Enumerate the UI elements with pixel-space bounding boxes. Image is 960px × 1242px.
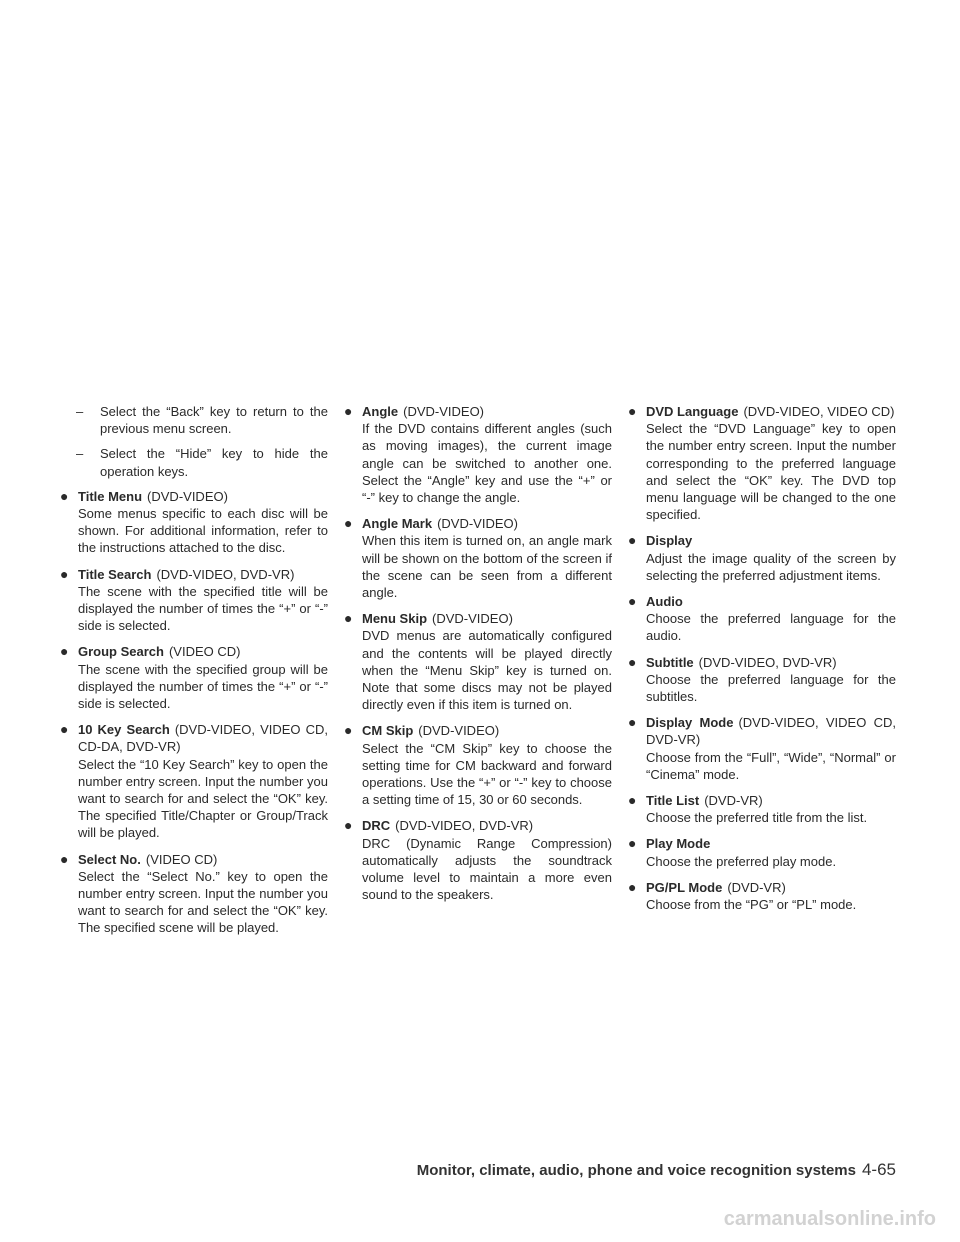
entry-dvd-language [628,403,896,523]
entry-description: Choose the preferred play mode. [646,853,837,869]
bullet-icon: ● [628,653,637,670]
page-number: 4-65 [861,1160,896,1179]
dash-marker: – [76,446,84,462]
entry-description: Select the “10 Key Search” key to open the number entry screen. Input the number you want to search for and select the “OK” key. The specified Title/Chapter or Group/Track will be played. [78,756,328,841]
entry-qualifier: (DVD-VR) [704,793,763,809]
entry-qualifier: (DVD-VIDEO, DVD-VR) [698,654,837,670]
bullet-icon: ● [344,817,353,834]
entry-angle-mark [344,515,612,601]
entry-term: Play Mode [646,836,711,852]
entry-term: Audio [646,594,683,610]
entry-10-key-search [60,721,328,841]
entry-description: Some menus specific to each disc will be shown. For additional information, refer to the instructions attached to the disc. [78,506,328,556]
watermark: carmanualsonline.info [723,1208,936,1230]
entry-cm-skip [344,722,612,808]
bullet-icon: ● [628,403,637,419]
entry-term: Select No. [78,851,141,867]
entry-term: Display [646,533,693,549]
entry-description: Choose the preferred language for the subtitles. [646,671,896,705]
page-footer [0,1160,896,1180]
entry-term: DVD Language [646,404,739,419]
entry-qualifier: (DVD-VIDEO) [432,611,513,627]
entry-title-menu [60,487,328,557]
entry-audio [628,593,896,645]
dash-item-text: Select the “Back” key to return to the previous menu screen. [100,404,328,437]
entry-term: Title Search [78,566,152,582]
bullet-icon: ● [344,403,353,419]
column-3 [628,403,896,922]
entry-description: DVD menus are automatically configured and the contents will be played directly when the “Menu Skip” key is turned on. Note that some discs may not be played directly even if this item is turned on. [362,628,612,713]
entry-display [628,532,896,584]
entry-description: When this item is turned on, an angle mark will be shown on the bottom of the screen if the scene can be seen from a different angle. [362,533,612,601]
entry-term: Title List [646,793,700,809]
entry-menu-skip [344,610,612,713]
entry-qualifier: (DVD-VIDEO) [147,488,228,504]
entry-term: Group Search [78,644,164,660]
entry-qualifier: (DVD-VIDEO) [403,404,485,419]
bullet-icon: ● [344,610,353,627]
entry-qualifier: (DVD-VR) [727,879,786,895]
entry-pg-pl-mode [628,878,896,913]
dash-marker: – [76,404,84,419]
bullet-icon: ● [628,792,637,809]
bullet-icon: ● [60,721,69,738]
entry-description: DRC (Dynamic Range Compression) automatically adjusts the soundtrack volume level to maintain a more even sound to the speakers. [362,835,612,903]
entry-qualifier: (DVD-VIDEO, DVD-VR) [156,566,295,582]
entry-description: The scene with the specified group will be displayed the number of times the “+” or “-” side is selected. [78,661,328,712]
entry-description: Choose from the “PG” or “PL” mode. [646,897,857,913]
entry-title-list [628,792,896,826]
entry-description: Select the “CM Skip” key to choose the setting time for CM backward and forward operations. Use the “+” or “-” key to choose a setting time of 15, 30 or 60 seconds. [362,740,612,808]
entry-term: Menu Skip [362,611,428,627]
entry-qualifier: (DVD-VIDEO, DVD-VR) [395,818,534,834]
entry-display-mode [628,714,896,783]
entry-qualifier: (VIDEO CD) [145,851,218,867]
bullet-icon: ● [60,487,69,504]
entry-term: PG/PL Mode [646,879,723,895]
bullet-icon: ● [628,532,637,549]
entry-term: Display Mode [646,715,734,731]
entry-qualifier: (VIDEO CD) [168,644,241,660]
entry-description: Select the “Select No.” key to open the number entry screen. Input the number you want to search for and select the “OK” key. The specified scene will be played. [78,868,328,936]
dash-item-text: Select the “Hide” key to hide the operation keys. [100,446,328,479]
entry-description: Select the “DVD Language” key to open the number entry screen. Input the number corresponding to the preferred language and select the “OK” key. The DVD top menu language will be changed to the one specified. [646,421,896,523]
entry-select-no [60,850,328,937]
entry-description: Choose from the “Full”, “Wide”, “Normal” or “Cinema” mode. [646,749,896,782]
entry-qualifier: (DVD-VIDEO) [418,723,500,739]
bullet-icon: ● [60,643,69,660]
entry-term: 10 Key Search [78,722,170,738]
entry-group-search [60,643,328,712]
entry-term: DRC [362,818,391,834]
bullet-icon: ● [344,515,353,532]
bullet-icon: ● [628,593,637,610]
column-2 [344,403,612,912]
entry-title-search [60,565,328,635]
entry-drc [344,817,612,903]
entry-description: Choose the preferred language for the audio. [646,611,896,644]
bullet-icon: ● [60,850,69,867]
entry-term: Title Menu [78,488,143,504]
bullet-icon: ● [344,722,353,739]
column-1 [60,403,328,946]
entry-term: Subtitle [646,654,694,670]
entry-description: The scene with the specified title will be displayed the number of times the “+” or “-” side is selected. [78,583,328,634]
entry-angle [344,403,612,506]
entry-description: Choose the preferred title from the list. [646,810,868,826]
entry-term: CM Skip [362,723,414,739]
entry-qualifier: (DVD-VIDEO) [437,516,518,532]
entry-subtitle [628,653,896,706]
entry-term: Angle Mark [362,516,433,532]
entry-term: Angle [362,404,399,419]
entry-qualifier: (DVD-VIDEO, VIDEO CD, DVD-VR) [646,715,896,748]
entry-description: If the DVD contains different angles (such as moving images), the current image angle can be switched to another one. Select the “Angle” key and use the “+” or “-” key to change the angle. [362,421,612,506]
dash-item-back [64,403,328,437]
entry-qualifier: (DVD-VIDEO, VIDEO CD) [743,404,895,419]
dash-item-hide [64,445,328,479]
bullet-icon: ● [628,714,637,731]
bullet-icon: ● [628,835,637,852]
bullet-icon: ● [628,878,637,895]
entry-play-mode [628,835,896,869]
entry-qualifier: (DVD-VIDEO, VIDEO CD, CD-DA, DVD-VR) [78,722,328,755]
section-title: Monitor, climate, audio, phone and voice recognition systems [416,1162,856,1179]
entry-description: Adjust the image quality of the screen by selecting the preferred adjustment items. [646,550,896,583]
bullet-icon: ● [60,565,69,582]
